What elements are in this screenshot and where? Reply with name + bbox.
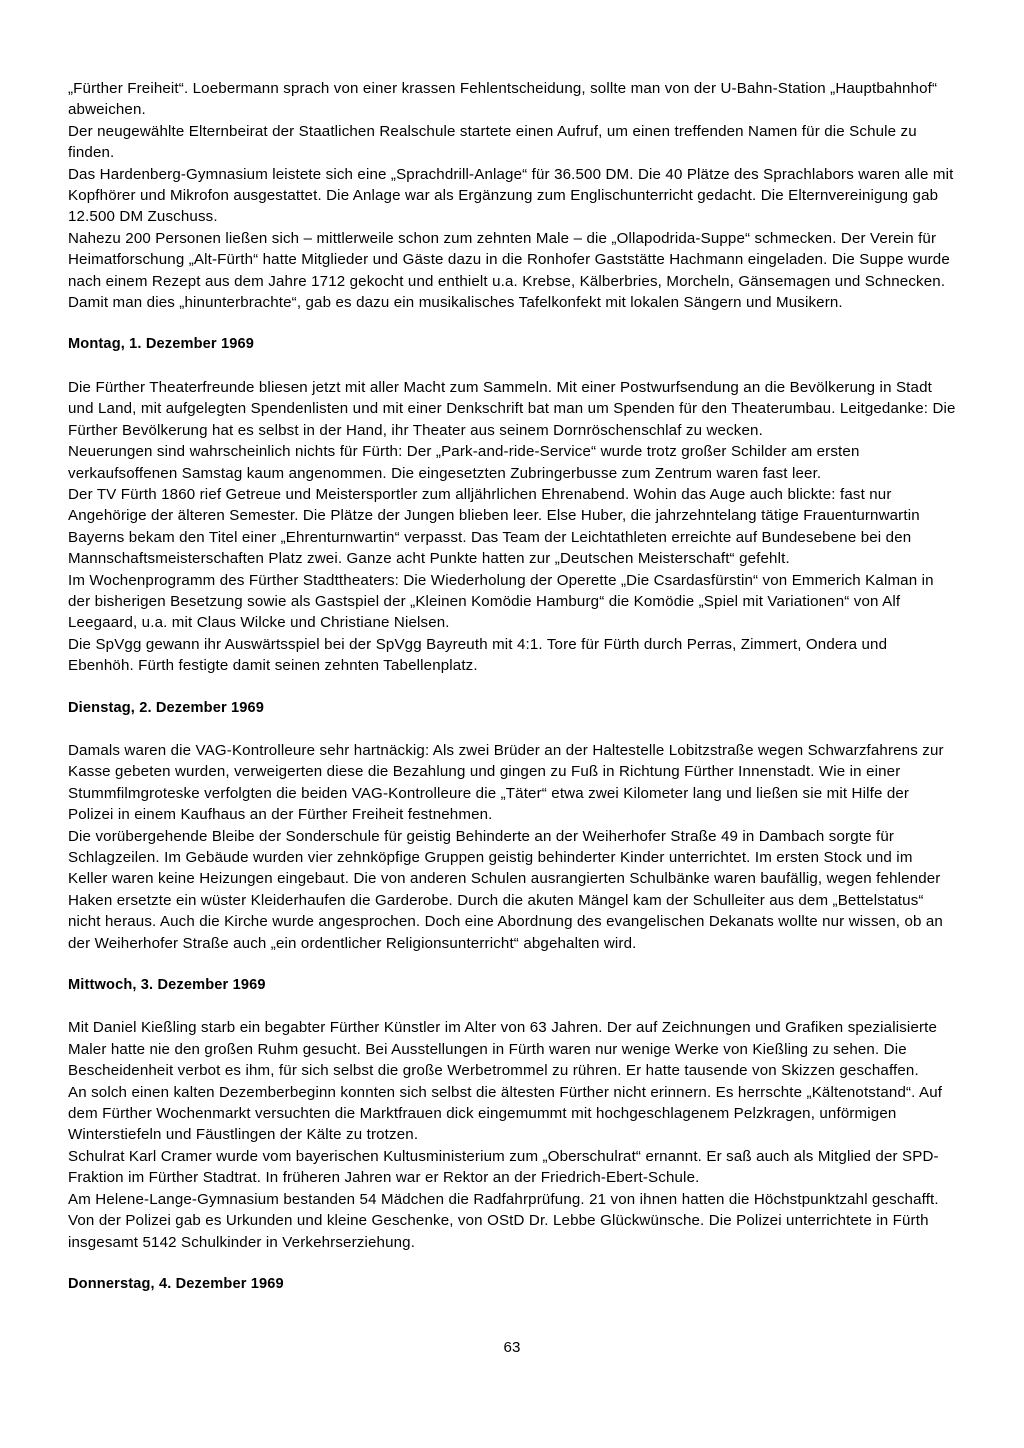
spacer [68,996,956,1017]
paragraph: Im Wochenprogramm des Fürther Stadttheaters: Die Wiederholung der Operette „Die Csardasfürstin“ von Emmerich Kalman in der bisherigen Besetzung sowie als Gastspiel der „Kleinen Komödie Hamburg“ die Komödie „Spiel mit Variationen“ von Alf Leegaard, u.a. mit Claus Wilcke und Christiane Nielsen. [68,571,934,632]
spacer [68,313,956,334]
paragraph: Die vorübergehende Bleibe der Sonderschule für geistig Behinderte an der Weiherhofer Straße 49 in Dambach sorgte für Schlagzeilen. Im Gebäude wurden vier zehnköpfige Gruppen geistig behinderter Kinder unterrichtet. Im ersten Stock und im Keller waren keine Heizungen eingebaut. Die von anderen Schulen ausrangierten Schulbänke waren baufällig, wegen fehlender Haken ersetzte ein wüster Kleiderhaufen die Garderobe. Durch die akuten Mängel kam der Schulleiter aus dem „Bettelstatus“ nicht heraus. Auch die Kirche wurde angesprochen. Doch eine Abordnung des evangelischen Dekanats wollte nur wissen, ob an der Weiherhofer Straße auch „ein ordentlicher Religionsunterricht“ abgehalten wird. [68,827,943,952]
paragraph: Das Hardenberg-Gymnasium leistete sich eine „Sprachdrill-Anlage“ für 36.500 DM. Die 40 Plätze des Sprachlabors waren alle mit Kopfhörer und Mikrofon ausgestattet. Die Anlage war als Ergänzung zum Englischunterricht gedacht. Die Elternvereinigung gab 12.500 DM Zuschuss. [68,165,954,226]
paragraph: Die SpVgg gewann ihr Auswärtsspiel bei der SpVgg Bayreuth mit 4:1. Tore für Fürth durch Perras, Zimmert, Ondera und Ebenhöh. Fürth festigte damit seinen zehnten Tabellenplatz. [68,635,888,675]
spacer [68,954,956,975]
paragraph: Der neugewählte Elternbeirat der Staatlichen Realschule startete einen Aufruf, um einen treffenden Namen für die Schule zu finden. [68,122,917,162]
date-heading: Donnerstag, 4. Dezember 1969 [68,1275,284,1292]
page-number: 63 [503,1339,521,1356]
paragraph: „Fürther Freiheit“. Loebermann sprach von einer krassen Fehlentscheidung, sollte man von der U-Bahn-Station „Hauptbahnhof“ abweichen. [68,80,938,119]
spacer [68,356,956,377]
paragraph: Schulrat Karl Cramer wurde vom bayerischen Kultusministerium zum „Oberschulrat“ ernannt. Er saß auch als Mitglied der SPD-Fraktion im Fürther Stadtrat. In früheren Jahren war er Rektor an der Friedrich-Ebert-Schule. [68,1147,939,1187]
date-heading: Montag, 1. Dezember 1969 [68,336,254,353]
paragraph: Mit Daniel Kießling starb ein begabter Fürther Künstler im Alter von 63 Jahren. Der auf Zeichnungen und Grafiken spezialisierte Maler hatte nie den großen Ruhm gesucht. Bei Ausstellungen in Fürth waren nur wenige Werke von Kießling zu sehen. Die Bescheidenheit verbot es ihm, für sich selbst die große Werbetrommel zu rühren. Er hatte tausende von Skizzen geschaffen. [68,1019,938,1080]
date-heading: Dienstag, 2. Dezember 1969 [68,699,265,716]
paragraph: Damals waren die VAG-Kontrolleure sehr hartnäckig: Als zwei Brüder an der Haltestelle Lobitzstraße wegen Schwarzfahrens zur Kasse gebeten wurden, verweigerten diese die Bezahlung und gingen zu Fuß in Richtung Fürther Innenstadt. Wie in einer Stummfilmgroteske verfolgten die beiden VAG-Kontrolleure die „Täter“ etwa zwei Kilometer lang und ließen sie mit Hilfe der Polizei in einem Kaufhaus an der Fürther Freiheit festnehmen. [68,741,944,824]
paragraph: Der TV Fürth 1860 rief Getreue und Meistersportler zum alljährlichen Ehrenabend. Wohin das Auge auch blickte: fast nur Angehörige der älteren Semester. Die Plätze der Jungen blieben leer. Else Huber, die jahrzehntelang tätige Frauenturnwartin Bayerns bekam den Titel einer „Ehrenturnwartin“ verpasst. Das Team der Leichtathleten erreichte auf Bundesebene bei den Mannschaftsmeisterschaften Platz zwei. Ganze acht Punkte hatten zur „Deutschen Meisterschaft“ gefehlt. [68,485,920,568]
spacer [68,677,956,698]
document-body [68,78,956,1316]
paragraph: Am Helene-Lange-Gymnasium bestanden 54 Mädchen die Radfahrprüfung. 21 von ihnen hatten die Höchstpunktzahl geschafft. Von der Polizei gab es Urkunden und kleine Geschenke, von OStD Dr. Lebbe Glückwünsche. Die Polizei unterrichtete in Fürth insgesamt 5142 Schulkinder in Verkehrserziehung. [68,1190,939,1251]
paragraph: An solch einen kalten Dezemberbeginn konnten sich selbst die ältesten Fürther nicht erinnern. Es herrschte „Kältenotstand“. Auf dem Fürther Wochenmarkt versuchten die Marktfrauen dick eingemummt mit hochgeschlagenem Pelzkragen, unförmigen Winterstiefeln und Fäustlingen der Kälte zu trotzen. [68,1083,943,1144]
spacer [68,719,956,740]
date-heading: Mittwoch, 3. Dezember 1969 [68,977,266,994]
paragraph: Neuerungen sind wahrscheinlich nichts für Fürth: Der „Park-and-ride-Service“ wurde trotz großer Schilder am ersten verkaufsoffenen Samstag kaum angenommen. Die eingesetzten Zubringerbusse zum Zentrum waren fast leer. [68,443,860,482]
paragraph: Die Fürther Theaterfreunde bliesen jetzt mit aller Macht zum Sammeln. Mit einer Postwurfsendung an die Bevölkerung in Stadt und Land, mit aufgelegten Spendenlisten und mit einer Denkschrift bat man um Spenden für den Theaterumbau. Leitgedanke: Die Fürther Bevölkerung hat es selbst in der Hand, ihr Theater aus seinem Dornröschenschlaf zu wecken. [68,378,956,439]
spacer [68,1295,956,1316]
spacer [68,1253,956,1274]
paragraph: Nahezu 200 Personen ließen sich – mittlerweile schon zum zehnten Male – die „Ollapodrida-Suppe“ schmecken. Der Verein für Heimatforschung „Alt-Fürth“ hatte Mitglieder und Gäste dazu in die Ronhofer Gaststätte Hachmann eingeladen. Die Suppe wurde nach einem Rezept aus dem Jahre 1712 gekocht und enthielt u.a. Krebse, Kälberbries, Morcheln, Gänsemagen und Schnecken. Damit man dies „hinunterbrachte“, gab es dazu ein musikalisches Tafelkonfekt mit lokalen Sängern und Musikern. [68,229,950,312]
